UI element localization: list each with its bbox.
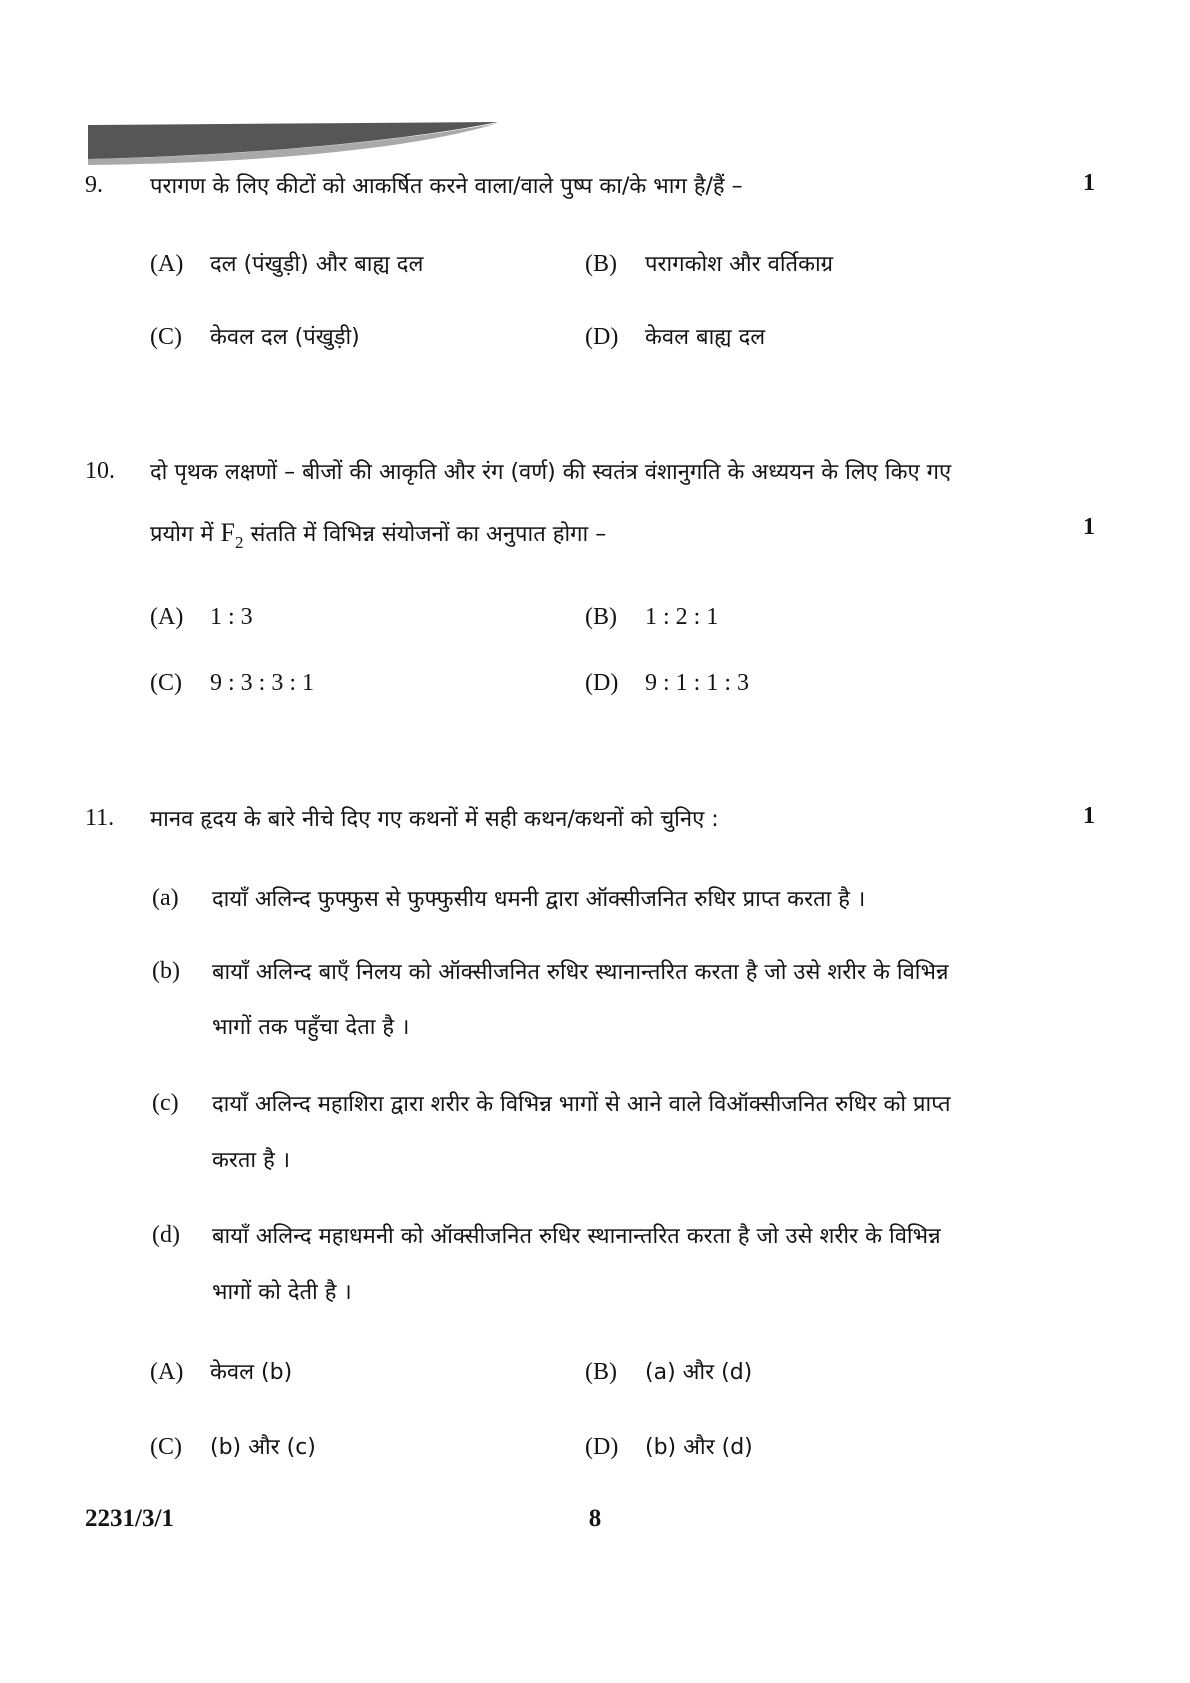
- q11-option-a-label: (A): [150, 1359, 184, 1385]
- q11-option-a-text: केवल (b): [210, 1360, 293, 1385]
- q9-option-d-label: (D): [585, 324, 619, 350]
- q10-option-d-label: (D): [585, 670, 619, 696]
- q9-option-a-text: दल (पंखुड़ी) और बाह्य दल: [210, 252, 424, 277]
- q11-statement-c-line1: दायाँ अलिन्द महाशिरा द्वारा शरीर के विभिन्न भागों से आने वाले विऑक्सीजनित रुधिर को प्राप्त: [212, 1092, 951, 1117]
- q9-option-b-label: (B): [585, 251, 617, 277]
- q10-option-d: [585, 670, 749, 697]
- q9-option-d-text: केवल बाह्य दल: [645, 325, 766, 350]
- q11-marks: 1: [1083, 803, 1095, 829]
- q9-option-d: [585, 320, 765, 355]
- q11-option-d-text: (b) और (d): [645, 1435, 753, 1460]
- q10-option-b-text: 1 : 2 : 1: [645, 604, 719, 630]
- q11-statement-a-line1: दायाँ अलिन्द फुफ्फुस से फुफ्फुसीय धमनी द्वारा ऑक्सीजनित रुधिर प्राप्त करता है ।: [212, 887, 866, 912]
- q10-option-c: [150, 670, 314, 697]
- q9-text: परागण के लिए कीटों को आकर्षित करने वाला/वाले पुष्प का/के भाग है/हैं –: [150, 174, 743, 199]
- q11-statement-d-line2: भागों को देती है ।: [212, 1280, 352, 1305]
- swoosh-icon: [88, 122, 498, 168]
- footer-page-number: 8: [588, 1505, 602, 1532]
- q11-text: मानव हृदय के बारे नीचे दिए गए कथनों में सही कथन/कथनों को चुनिए :: [150, 807, 719, 832]
- q11-option-a: [150, 1355, 292, 1390]
- q11-option-b: [585, 1355, 752, 1390]
- q10-option-a-label: (A): [150, 604, 184, 630]
- q10-option-d-text: 9 : 1 : 1 : 3: [645, 670, 750, 696]
- q10-option-a-text: 1 : 3: [210, 604, 253, 630]
- q11-option-c-label: (C): [150, 1434, 182, 1460]
- q10-option-a: [150, 604, 253, 631]
- q9-option-c-label: (C): [150, 324, 182, 350]
- q11-number: 11.: [85, 805, 115, 831]
- q9-option-b: [585, 247, 833, 282]
- footer-paper-code: 2231/3/1: [85, 1505, 174, 1532]
- q11-option-c: [150, 1430, 316, 1465]
- q10-option-b: [585, 604, 718, 631]
- q9-option-c: [150, 320, 360, 355]
- q11-statement-d-label: (d): [152, 1222, 180, 1248]
- q11-statement-b-line2: भागों तक पहुँचा देता है ।: [212, 1015, 410, 1040]
- q11-option-d-label: (D): [585, 1434, 619, 1460]
- q10-line2-pre: प्रयोग में: [150, 522, 221, 547]
- q10-number: 10.: [85, 458, 115, 484]
- q11-option-c-text: (b) और (c): [210, 1435, 316, 1460]
- q11-statement-c-line2: करता है ।: [212, 1148, 291, 1173]
- q10-line2-post: संतति में विभिन्न संयोजनों का अनुपात होगा –: [243, 522, 607, 547]
- q10-text-line1: दो पृथक लक्षणों – बीजों की आकृति और रंग (वर्ण) की स्वतंत्र वंशानुगति के अध्ययन के लिए किए गए: [150, 460, 952, 485]
- q9-option-b-text: परागकोश और वर्तिकाग्र: [645, 252, 834, 277]
- q10-text-line2: [150, 512, 606, 556]
- q9-option-a-label: (A): [150, 251, 184, 277]
- swoosh-graphic: [88, 122, 498, 168]
- q9-marks: 1: [1083, 170, 1095, 196]
- q11-option-b-text: (a) और (d): [645, 1360, 753, 1385]
- q9-option-a: [150, 247, 423, 282]
- q10-marks: 1: [1083, 514, 1095, 540]
- q11-statement-c-label: (c): [152, 1090, 179, 1116]
- q10-f-symbol: F: [220, 518, 235, 547]
- q10-option-c-label: (C): [150, 670, 182, 696]
- q11-option-d: [585, 1430, 753, 1465]
- q9-number: 9.: [85, 172, 103, 198]
- q11-statement-a-label: (a): [152, 885, 179, 911]
- q10-option-b-label: (B): [585, 604, 617, 630]
- q9-option-c-text: केवल दल (पंखुड़ी): [210, 325, 360, 350]
- q11-statement-b-label: (b): [152, 958, 180, 984]
- q11-statement-d-line1: बायाँ अलिन्द महाधमनी को ऑक्सीजनित रुधिर स्थानान्तरित करता है जो उसे शरीर के विभिन्न: [212, 1224, 941, 1249]
- q11-statement-b-line1: बायाँ अलिन्द बाएँ निलय को ऑक्सीजनित रुधिर स्थानान्तरित करता है जो उसे शरीर के विभिन्न: [212, 960, 949, 985]
- q10-option-c-text: 9 : 3 : 3 : 1: [210, 670, 315, 696]
- q10-f-subscript: 2: [234, 533, 244, 552]
- q11-option-b-label: (B): [585, 1359, 617, 1385]
